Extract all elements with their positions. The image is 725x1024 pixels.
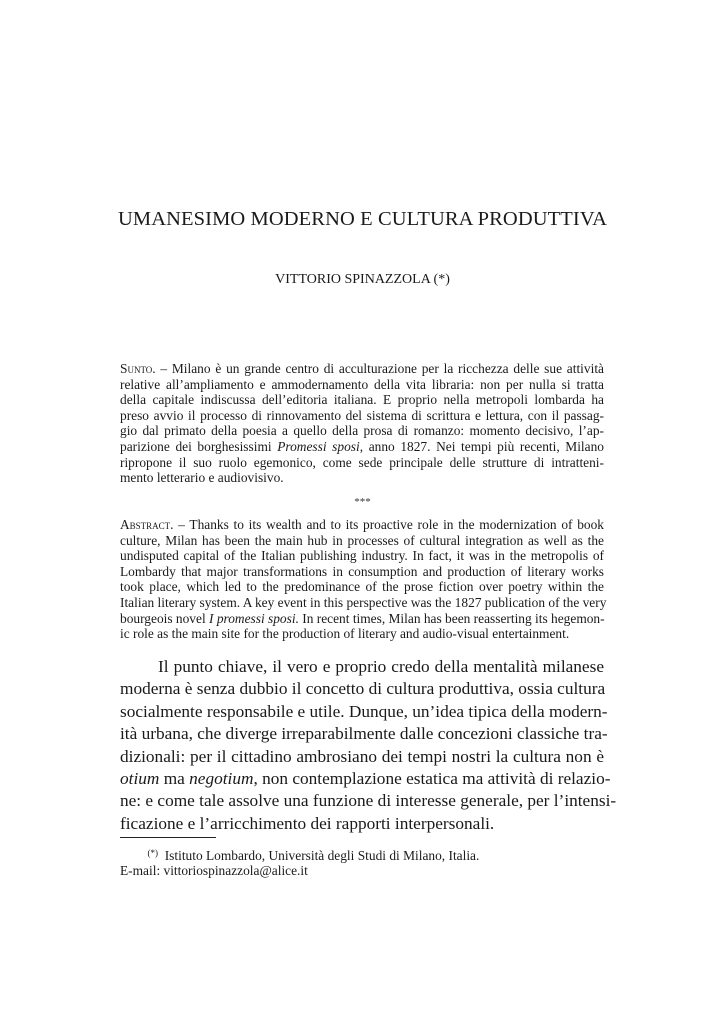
body-line: ficazione e l’arricchimento dei rapporti interpersonali. [120, 813, 495, 833]
sunto-line: mento letterario e audiovisivo. [120, 470, 284, 486]
abstract-line: bourgeois novel I promessi sposi. In recent times, Milan has been reasserting its hegemon- [120, 610, 605, 626]
abstract-line: Lombardy that major transformations in consumption and production of literary works [120, 563, 604, 579]
abstract-label: Abstract. [120, 517, 174, 532]
italic-term: otium [120, 768, 160, 788]
body-line: socialmente responsabile e utile. Dunque, un’idea tipica della modern- [120, 701, 608, 721]
abstract-line: Abstract. – Thanks to its wealth and to its proactive role in the modernization of book [120, 517, 604, 532]
footnote-email: E-mail: vittoriospinazzola@alice.it [120, 863, 308, 878]
abstract-paragraph [120, 517, 607, 642]
footnote-text: Istituto Lombardo, Università degli Studi di Milano, Italia. [164, 848, 480, 863]
sunto-line: Sunto. – Milano è un grande centro di acculturazione per la ricchezza delle sue attività [120, 361, 604, 376]
sunto-line: parizione dei borghesissimi Promessi sposi, anno 1827. Nei tempi più recenti, Milano [120, 438, 604, 454]
italic-title: Promessi sposi [277, 438, 360, 454]
footnote-rule [120, 837, 216, 838]
italic-title: I promessi sposi. [209, 610, 299, 626]
abstract-line: Italian literary system. A key event in this perspective was the 1827 publication of the very [120, 594, 607, 610]
body-line: moderna è senza dubbio il concetto di cultura produttiva, ossia cultura [120, 679, 606, 699]
sunto-line: gio dal primato della poesia a quello della prosa di romanzo: momento decisivo, l’ap- [120, 423, 604, 439]
body-line: ità urbana, che diverge irreparabilmente dalle concezioni classiche tra- [120, 724, 608, 744]
body-line: dizionali: per il cittadino ambrosiano dei tempi nostri la cultura non è [120, 746, 604, 766]
sunto-line: ripropone il suo ruolo egemonico, come sede principale delle strutture di intratteni- [120, 454, 604, 470]
paper-title: UMANESIMO MODERNO E CULTURA PRODUTTIVA [117, 208, 607, 230]
body-line: otium ma negotium, non contemplazione estatica ma attività di relazio- [120, 768, 611, 788]
sunto-line: relative all’ampliamento e ammodernamento della vita libraria: non per nulla si tratta [120, 376, 604, 392]
sunto-line: preso avvio il processo di rinnovamento del sistema di scrittura e lettura, con il passag- [120, 407, 604, 423]
body-line: Il punto chiave, il vero e proprio credo della mentalità milanese [158, 657, 604, 676]
section-separator: *** [354, 496, 371, 508]
author-name: VITTORIO SPINAZZOLA (*) [275, 272, 450, 287]
footnote-mark: (*) [147, 848, 158, 858]
sunto-line: della capitale indiscussa dell’editoria italiana. E proprio nella metropoli lombarda ha [120, 392, 604, 408]
abstract-line: culture, Milan has been the main hub in processes of cultural integration as well as the [120, 532, 604, 548]
abstract-line: undisputed capital of the Italian publishing industry. In fact, it was in the metropolis of [120, 548, 604, 564]
abstract-line: ic role as the main site for the production of literary and audio-visual entertainment. [120, 626, 570, 642]
body-paragraph [120, 656, 617, 835]
abstract-line: took place, which led to the predominance of the prose fiction over poetry within the [120, 579, 604, 595]
sunto-label: Sunto. [120, 361, 156, 376]
sunto-paragraph [120, 361, 604, 486]
italic-term: negotium [189, 768, 254, 788]
body-line: ne: e come tale assolve una funzione di interesse generale, per l’intensi- [120, 791, 617, 811]
